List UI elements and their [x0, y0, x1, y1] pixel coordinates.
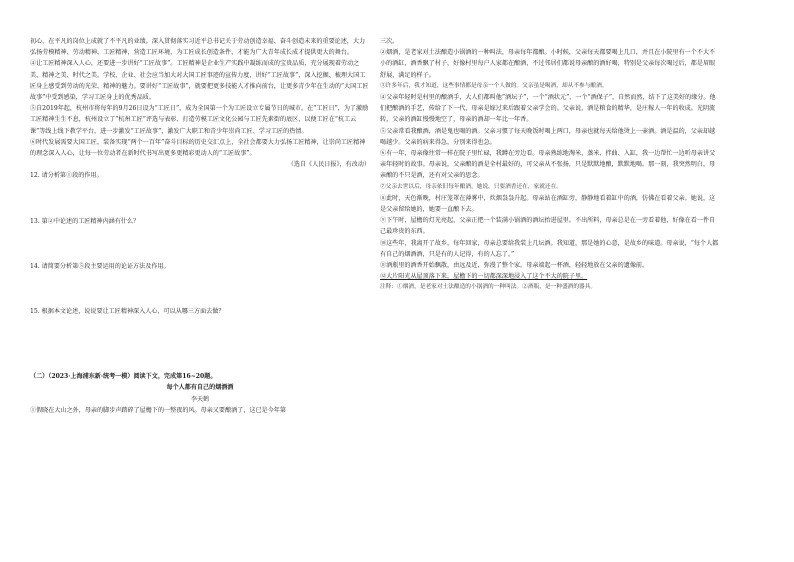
question-14: 14. 请简要分析第⑤段主要运用的论证方法及作用。 — [30, 262, 170, 270]
footnote: 注释：①烟酒，是老家对土法酿造的小锅酒的一种叫法。②酒瓶，是一种盛酒的器具。 — [380, 284, 597, 291]
answer-space[interactable] — [30, 272, 370, 306]
right-column — [380, 36, 720, 294]
paragraph: ⑥时代发展需要大国工匠，装备实现“两个一百年”奋斗目标的历史交汇点上，全社会都要大力弘扬工匠精神，让崇尚工匠精神的理念深入人心，让每一位劳动者在新时代书写出更多更精彩更动人的“工匠故事”。 — [30, 138, 366, 158]
paragraph: ④让工匠精神深入人心，还要进一步讲好“工匠故事”。工匠精神是企业生产实践中凝练而成的宝贵品质，充分展现着劳动之美、精神之美、时代之美。学校、企业、社会应当加大对大国工匠事迹的宣传力度，讲好“工匠故事”，深入挖掘、梳理大国工匠身上感受到劳动的光荣、精神的魅力。要讲好“工匠故事”，就要把更多技能人才推向前台，让更多青少年在生动的“大国工匠故事”中受到感染，学习工匠身上的优秀品质。 — [30, 60, 369, 102]
paragraph: ②烟酒，是老家对土法酿造小锅酒的一种叫法，母亲每年都酿。小时候，父亲每天都要喝上几口，并且在小院里有一个不大不小的酒缸，酒香飘了村子，好像村里每户人家都在酿酒，不过邻居们都说母亲酿的酒好喝，特别是父亲每次喝过后，都是眉眼舒展，满足的样子。 — [380, 49, 716, 79]
paragraph: ⑨下午时，屋檐的灯光亮起，父亲正把一个装满小锅酒的酒坛抬进屋里。不出所料，母亲总是在一旁看着他，好像在看一件自己最珍贵的东西。 — [380, 217, 716, 236]
paragraph: ⑤自2019年起，杭州市将每年的9月26日设为“工匠日”，成为全国第一个为工匠设立专属节日的城市。在“工匠日”，为了激励工匠精神生生不息，杭州设立了“杭州工匠”评选与表彰、打造劳模工匠文化公园与工匠先素街的底区，以便工匠在“杭工云课”等线上线下教学平台，进一步激发“工匠故事”，激发广大职工和青少年崇尚工匠、学习工匠的热情。 — [30, 105, 369, 135]
paragraph: ⑩这些年，我离开了故乡，每年回家，母亲总要给我装上几坛酒。我知道，那是她的心意，是故乡的味道。母亲说，“每个人都有自己的烟酒酒，只是有的人记得，有的人忘了。” — [380, 239, 719, 258]
question-12: 12. 请分析第①段的作用。 — [30, 172, 103, 180]
answer-space[interactable] — [30, 317, 370, 351]
left-column — [30, 36, 370, 416]
paragraph: 初心，在平凡的岗位上成就了不平凡的业绩。深入贯彻落实习近平总书记关于劳动创造幸福、奋斗创造未来的重要论述，大力弘扬劳模精神、劳动精神、工匠精神，营造工匠环境，为工匠成长创造条件，才能为广大青年成长成才提供更大的舞台。 — [30, 38, 366, 57]
article-title: 每个人都有自己的烟酒酒 — [166, 384, 234, 392]
paragraph: ④父亲年轻时是村里的酿酒手，大人们都叫他“酒坛子”，一个“酒状元”，一个“酒保子”，自然而然，结下了这美好的缘分。他们把酿酒的手艺，传给了下一代，母亲是嫁过来后跟着父亲学会的。父亲说，酒是粮食的精华，是庄稼人一年的收成。光阴流转，父亲的酒缸慢慢地空了，母亲的酒却一年比一年香。 — [380, 94, 716, 124]
source-note: （选自《人民日报》，有改动） — [287, 161, 370, 169]
spacer — [30, 351, 370, 371]
section-heading: （二）（2023·上海浦东新·统考一模）阅读下文，完成第16~20题。 — [30, 373, 217, 381]
paragraph: ①假晓在大山之外，母亲的脚步声踏碎了屋檐下的一整夜的风。母亲又要酿酒了，这已是今年第 — [30, 406, 286, 414]
answer-space[interactable] — [30, 227, 370, 261]
question-13: 13. 第②中论述的工匠精神内涵有什么？ — [30, 217, 140, 225]
paragraph: 三次。 — [380, 38, 399, 45]
paragraph: ③许多年后，我才知道，这些事情都是母亲一个人做的。父亲虽是喝酒，却从不参与酿酒。 — [380, 82, 608, 89]
paragraph: ⑪酒瓶里的酒香开始飘散，由远及近，弥漫了整个家。母亲端起一杯酒，轻轻地放在父亲的遗像前。 — [380, 262, 649, 270]
paragraph: ⑥有一年，母亲像往常一样在院子里忙碌，我蹲在旁边看。母亲熟练地淘米、蒸米、拌曲、入缸，我一边帮忙一边听母亲讲父亲年轻时的故事。母亲说，父亲酿的酒是全村最好的，可父亲从不张扬，只是默默地酿，默默地喝。那一刻，我突然明白，母亲酿的不只是酒，还有对父亲的思念。 — [380, 150, 716, 180]
article-author: 李天鹤 — [190, 395, 210, 403]
paragraph: ⑦父亲去世以后，母亲依旧每年酿酒。她说，只要酒香还在，家就还在。 — [380, 183, 562, 190]
paragraph: ⑫大片阳光从屋顶落下来，屋檐下的一切都深深地浸入了这个不大的院子里。 — [380, 273, 588, 281]
paragraph: ⑧此时，天色渐晚，村庄笼罩在薄雾中，炊烟袅袅升起。母亲站在酒缸旁，静静地看着缸中的酒，仿佛在看着父亲。她说，这是父亲留给她的，她要一直酿下去。 — [380, 194, 716, 214]
answer-space[interactable] — [30, 182, 370, 216]
question-15: 15. 根据本文论述，说说要让工匠精神深入人心，可以从哪三方面去做？ — [30, 308, 225, 316]
paragraph: ⑤父亲常看我酿酒，酒是鬼也喝的酒。父亲习惯了每天晚饭时喝上两口，母亲也就每天给他烫上一壶酒。酒是温的，父亲却越喝越少。父亲的病来得急，分别来得也急。 — [380, 127, 716, 146]
